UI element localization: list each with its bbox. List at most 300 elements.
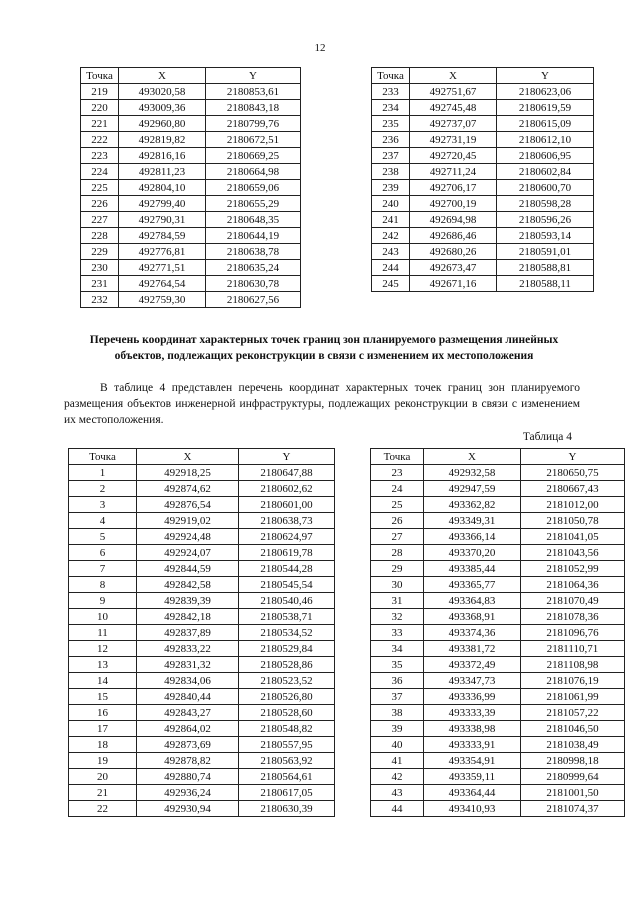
point-number-cell: 40 <box>371 737 424 753</box>
x-coordinate-cell: 493385,44 <box>424 561 521 577</box>
y-coordinate-cell: 2180630,78 <box>206 276 301 292</box>
point-number-cell: 245 <box>372 276 410 292</box>
table-caption: Таблица 4 <box>522 431 572 443</box>
y-coordinate-cell: 2180540,46 <box>239 593 335 609</box>
x-coordinate-cell: 492790,31 <box>119 212 206 228</box>
x-coordinate-cell: 492673,47 <box>410 260 497 276</box>
y-coordinate-cell: 2181076,19 <box>521 673 625 689</box>
point-number-cell: 44 <box>371 801 424 817</box>
column-header: Точка <box>371 449 424 465</box>
table-row <box>371 785 625 801</box>
y-coordinate-cell: 2181064,36 <box>521 577 625 593</box>
y-coordinate-cell: 2180588,81 <box>497 260 594 276</box>
x-coordinate-cell: 493333,91 <box>424 737 521 753</box>
point-number-cell: 9 <box>69 593 137 609</box>
point-number-cell: 4 <box>69 513 137 529</box>
point-number-cell: 41 <box>371 753 424 769</box>
table-row <box>81 196 301 212</box>
x-coordinate-cell: 493364,83 <box>424 593 521 609</box>
y-coordinate-cell: 2180647,88 <box>239 465 335 481</box>
point-number-cell: 23 <box>371 465 424 481</box>
table-row <box>69 657 335 673</box>
table-row <box>69 705 335 721</box>
point-number-cell: 33 <box>371 625 424 641</box>
y-coordinate-cell: 2180998,18 <box>521 753 625 769</box>
table-row <box>371 609 625 625</box>
x-coordinate-cell: 493374,36 <box>424 625 521 641</box>
y-coordinate-cell: 2181052,99 <box>521 561 625 577</box>
y-coordinate-cell: 2181050,78 <box>521 513 625 529</box>
x-coordinate-cell: 493370,20 <box>424 545 521 561</box>
table-row <box>81 148 301 164</box>
y-coordinate-cell: 2180606,95 <box>497 148 594 164</box>
table-row <box>372 260 594 276</box>
y-coordinate-cell: 2180538,71 <box>239 609 335 625</box>
y-coordinate-cell: 2180650,75 <box>521 465 625 481</box>
y-coordinate-cell: 2180545,54 <box>239 577 335 593</box>
y-coordinate-cell: 2180598,28 <box>497 196 594 212</box>
y-coordinate-cell: 2180648,35 <box>206 212 301 228</box>
point-number-cell: 222 <box>81 132 119 148</box>
y-coordinate-cell: 2180623,06 <box>497 84 594 100</box>
table-row <box>81 276 301 292</box>
y-coordinate-cell: 2181096,76 <box>521 625 625 641</box>
page-number: 12 <box>314 42 326 54</box>
point-number-cell: 230 <box>81 260 119 276</box>
y-coordinate-cell: 2180563,92 <box>239 753 335 769</box>
y-coordinate-cell: 2180619,59 <box>497 100 594 116</box>
table-row <box>371 513 625 529</box>
point-number-cell: 235 <box>372 116 410 132</box>
table-row <box>69 593 335 609</box>
y-coordinate-cell: 2180617,05 <box>239 785 335 801</box>
point-number-cell: 224 <box>81 164 119 180</box>
table-row <box>81 116 301 132</box>
point-number-cell: 242 <box>372 228 410 244</box>
y-coordinate-cell: 2181070,49 <box>521 593 625 609</box>
y-coordinate-cell: 2180638,78 <box>206 244 301 260</box>
point-number-cell: 229 <box>81 244 119 260</box>
y-coordinate-cell: 2180619,78 <box>239 545 335 561</box>
point-number-cell: 3 <box>69 497 137 513</box>
table-row <box>81 292 301 308</box>
table-row <box>69 785 335 801</box>
table-row <box>81 244 301 260</box>
y-coordinate-cell: 2180548,82 <box>239 721 335 737</box>
table-row <box>69 609 335 625</box>
table-row <box>69 529 335 545</box>
y-coordinate-cell: 2180999,64 <box>521 769 625 785</box>
y-coordinate-cell: 2181108,98 <box>521 657 625 673</box>
x-coordinate-cell: 492843,27 <box>137 705 239 721</box>
table-row <box>372 84 594 100</box>
table-row <box>371 577 625 593</box>
point-number-cell: 29 <box>371 561 424 577</box>
table-row <box>372 228 594 244</box>
point-number-cell: 7 <box>69 561 137 577</box>
point-number-cell: 17 <box>69 721 137 737</box>
x-coordinate-cell: 492936,24 <box>137 785 239 801</box>
x-coordinate-cell: 492873,69 <box>137 737 239 753</box>
table-row <box>81 84 301 100</box>
x-coordinate-cell: 492819,82 <box>119 132 206 148</box>
y-coordinate-cell: 2180593,14 <box>497 228 594 244</box>
x-coordinate-cell: 492932,58 <box>424 465 521 481</box>
table-row <box>69 625 335 641</box>
point-number-cell: 223 <box>81 148 119 164</box>
x-coordinate-cell: 492947,59 <box>424 481 521 497</box>
coordinates-table-top-left <box>80 67 301 308</box>
table-row <box>371 545 625 561</box>
x-coordinate-cell: 492864,02 <box>137 721 239 737</box>
point-number-cell: 244 <box>372 260 410 276</box>
table-row <box>372 116 594 132</box>
table-row <box>69 689 335 705</box>
x-coordinate-cell: 492924,48 <box>137 529 239 545</box>
column-header: Точка <box>81 68 119 84</box>
table-row <box>371 561 625 577</box>
x-coordinate-cell: 492759,30 <box>119 292 206 308</box>
point-number-cell: 15 <box>69 689 137 705</box>
x-coordinate-cell: 493338,98 <box>424 721 521 737</box>
point-number-cell: 232 <box>81 292 119 308</box>
table-header-row <box>69 449 335 465</box>
x-coordinate-cell: 493349,31 <box>424 513 521 529</box>
x-coordinate-cell: 492811,23 <box>119 164 206 180</box>
table-row <box>81 228 301 244</box>
y-coordinate-cell: 2180627,56 <box>206 292 301 308</box>
point-number-cell: 38 <box>371 705 424 721</box>
point-number-cell: 35 <box>371 657 424 673</box>
point-number-cell: 221 <box>81 116 119 132</box>
y-coordinate-cell: 2181041,05 <box>521 529 625 545</box>
point-number-cell: 6 <box>69 545 137 561</box>
table-row <box>371 657 625 673</box>
column-header: X <box>137 449 239 465</box>
column-header: Y <box>206 68 301 84</box>
table-row <box>371 705 625 721</box>
x-coordinate-cell: 493368,91 <box>424 609 521 625</box>
point-number-cell: 16 <box>69 705 137 721</box>
point-number-cell: 31 <box>371 593 424 609</box>
x-coordinate-cell: 493009,36 <box>119 100 206 116</box>
y-coordinate-cell: 2181074,37 <box>521 801 625 817</box>
y-coordinate-cell: 2180669,25 <box>206 148 301 164</box>
column-header: Y <box>497 68 594 84</box>
x-coordinate-cell: 493364,44 <box>424 785 521 801</box>
point-number-cell: 32 <box>371 609 424 625</box>
y-coordinate-cell: 2181038,49 <box>521 737 625 753</box>
y-coordinate-cell: 2180799,76 <box>206 116 301 132</box>
point-number-cell: 25 <box>371 497 424 513</box>
point-number-cell: 236 <box>372 132 410 148</box>
x-coordinate-cell: 492686,46 <box>410 228 497 244</box>
y-coordinate-cell: 2180526,80 <box>239 689 335 705</box>
table-header-row <box>371 449 625 465</box>
table-row <box>372 148 594 164</box>
x-coordinate-cell: 492878,82 <box>137 753 239 769</box>
point-number-cell: 30 <box>371 577 424 593</box>
y-coordinate-cell: 2180664,98 <box>206 164 301 180</box>
table-row <box>69 641 335 657</box>
table-row <box>371 497 625 513</box>
x-coordinate-cell: 493366,14 <box>424 529 521 545</box>
table-row <box>371 673 625 689</box>
y-coordinate-cell: 2180564,61 <box>239 769 335 785</box>
table-row <box>372 212 594 228</box>
point-number-cell: 26 <box>371 513 424 529</box>
point-number-cell: 43 <box>371 785 424 801</box>
column-header: Y <box>239 449 335 465</box>
x-coordinate-cell: 492700,19 <box>410 196 497 212</box>
table-row <box>372 164 594 180</box>
x-coordinate-cell: 493354,91 <box>424 753 521 769</box>
column-header: Точка <box>372 68 410 84</box>
point-number-cell: 28 <box>371 545 424 561</box>
x-coordinate-cell: 492751,67 <box>410 84 497 100</box>
table-row <box>371 721 625 737</box>
table-row <box>69 737 335 753</box>
y-coordinate-cell: 2181061,99 <box>521 689 625 705</box>
table-row <box>81 100 301 116</box>
table-row <box>81 132 301 148</box>
x-coordinate-cell: 492924,07 <box>137 545 239 561</box>
y-coordinate-cell: 2180615,09 <box>497 116 594 132</box>
table-row <box>372 180 594 196</box>
x-coordinate-cell: 492776,81 <box>119 244 206 260</box>
y-coordinate-cell: 2180523,52 <box>239 673 335 689</box>
x-coordinate-cell: 493365,77 <box>424 577 521 593</box>
y-coordinate-cell: 2180672,51 <box>206 132 301 148</box>
point-number-cell: 238 <box>372 164 410 180</box>
x-coordinate-cell: 492918,25 <box>137 465 239 481</box>
y-coordinate-cell: 2180588,11 <box>497 276 594 292</box>
point-number-cell: 11 <box>69 625 137 641</box>
y-coordinate-cell: 2180534,52 <box>239 625 335 641</box>
x-coordinate-cell: 492930,94 <box>137 801 239 817</box>
column-header: X <box>119 68 206 84</box>
x-coordinate-cell: 493020,58 <box>119 84 206 100</box>
y-coordinate-cell: 2180630,39 <box>239 801 335 817</box>
table-row <box>371 801 625 817</box>
x-coordinate-cell: 492831,32 <box>137 657 239 673</box>
y-coordinate-cell: 2180612,10 <box>497 132 594 148</box>
point-number-cell: 39 <box>371 721 424 737</box>
point-number-cell: 42 <box>371 769 424 785</box>
y-coordinate-cell: 2180659,06 <box>206 180 301 196</box>
x-coordinate-cell: 492844,59 <box>137 561 239 577</box>
point-number-cell: 220 <box>81 100 119 116</box>
point-number-cell: 219 <box>81 84 119 100</box>
y-coordinate-cell: 2180667,43 <box>521 481 625 497</box>
point-number-cell: 20 <box>69 769 137 785</box>
table-row <box>69 497 335 513</box>
point-number-cell: 14 <box>69 673 137 689</box>
x-coordinate-cell: 492876,54 <box>137 497 239 513</box>
y-coordinate-cell: 2180843,18 <box>206 100 301 116</box>
table-row <box>69 769 335 785</box>
y-coordinate-cell: 2181046,50 <box>521 721 625 737</box>
x-coordinate-cell: 492840,44 <box>137 689 239 705</box>
table-row <box>69 481 335 497</box>
table-row <box>81 260 301 276</box>
y-coordinate-cell: 2180644,19 <box>206 228 301 244</box>
table-row <box>372 132 594 148</box>
x-coordinate-cell: 492833,22 <box>137 641 239 657</box>
point-number-cell: 36 <box>371 673 424 689</box>
point-number-cell: 12 <box>69 641 137 657</box>
coordinates-table-bottom-right <box>370 448 625 817</box>
point-number-cell: 241 <box>372 212 410 228</box>
x-coordinate-cell: 492837,89 <box>137 625 239 641</box>
x-coordinate-cell: 492784,59 <box>119 228 206 244</box>
table-row <box>81 212 301 228</box>
table-row <box>371 769 625 785</box>
point-number-cell: 2 <box>69 481 137 497</box>
point-number-cell: 10 <box>69 609 137 625</box>
table-row <box>372 244 594 260</box>
point-number-cell: 5 <box>69 529 137 545</box>
y-coordinate-cell: 2181012,00 <box>521 497 625 513</box>
x-coordinate-cell: 492842,18 <box>137 609 239 625</box>
x-coordinate-cell: 492745,48 <box>410 100 497 116</box>
x-coordinate-cell: 493333,39 <box>424 705 521 721</box>
x-coordinate-cell: 492842,58 <box>137 577 239 593</box>
table-row <box>371 753 625 769</box>
y-coordinate-cell: 2180602,84 <box>497 164 594 180</box>
y-coordinate-cell: 2180591,01 <box>497 244 594 260</box>
table-row <box>69 465 335 481</box>
y-coordinate-cell: 2180601,00 <box>239 497 335 513</box>
x-coordinate-cell: 492771,51 <box>119 260 206 276</box>
point-number-cell: 37 <box>371 689 424 705</box>
table-row <box>371 481 625 497</box>
point-number-cell: 240 <box>372 196 410 212</box>
y-coordinate-cell: 2180635,24 <box>206 260 301 276</box>
x-coordinate-cell: 492919,02 <box>137 513 239 529</box>
point-number-cell: 237 <box>372 148 410 164</box>
x-coordinate-cell: 492731,19 <box>410 132 497 148</box>
x-coordinate-cell: 492671,16 <box>410 276 497 292</box>
x-coordinate-cell: 492804,10 <box>119 180 206 196</box>
point-number-cell: 228 <box>81 228 119 244</box>
y-coordinate-cell: 2180528,60 <box>239 705 335 721</box>
x-coordinate-cell: 492799,40 <box>119 196 206 212</box>
column-header: Точка <box>69 449 137 465</box>
x-coordinate-cell: 492764,54 <box>119 276 206 292</box>
x-coordinate-cell: 492834,06 <box>137 673 239 689</box>
y-coordinate-cell: 2180596,26 <box>497 212 594 228</box>
point-number-cell: 13 <box>69 657 137 673</box>
point-number-cell: 233 <box>372 84 410 100</box>
point-number-cell: 1 <box>69 465 137 481</box>
table-row <box>371 465 625 481</box>
table-row <box>371 737 625 753</box>
x-coordinate-cell: 492706,17 <box>410 180 497 196</box>
y-coordinate-cell: 2181001,50 <box>521 785 625 801</box>
coordinates-table-bottom-left <box>68 448 335 817</box>
x-coordinate-cell: 493336,99 <box>424 689 521 705</box>
y-coordinate-cell: 2181043,56 <box>521 545 625 561</box>
table-header-row <box>81 68 301 84</box>
y-coordinate-cell: 2180853,61 <box>206 84 301 100</box>
y-coordinate-cell: 2180529,84 <box>239 641 335 657</box>
x-coordinate-cell: 492711,24 <box>410 164 497 180</box>
x-coordinate-cell: 492839,39 <box>137 593 239 609</box>
table-row <box>81 164 301 180</box>
table-row <box>371 689 625 705</box>
point-number-cell: 19 <box>69 753 137 769</box>
x-coordinate-cell: 492694,98 <box>410 212 497 228</box>
table-row <box>371 593 625 609</box>
x-coordinate-cell: 492880,74 <box>137 769 239 785</box>
x-coordinate-cell: 492874,62 <box>137 481 239 497</box>
table-row <box>69 673 335 689</box>
y-coordinate-cell: 2181057,22 <box>521 705 625 721</box>
x-coordinate-cell: 492680,26 <box>410 244 497 260</box>
table-row <box>69 753 335 769</box>
point-number-cell: 18 <box>69 737 137 753</box>
table-row <box>69 513 335 529</box>
table-row <box>372 196 594 212</box>
column-header: Y <box>521 449 625 465</box>
table-row <box>69 801 335 817</box>
table-row <box>372 276 594 292</box>
table-row <box>69 561 335 577</box>
y-coordinate-cell: 2180624,97 <box>239 529 335 545</box>
point-number-cell: 239 <box>372 180 410 196</box>
section-heading: Перечень координат характерных точек границ зон планируемого размещения линейных объектов, подлежащих реконструкции в связи с изменением их местоположения <box>89 334 559 362</box>
point-number-cell: 8 <box>69 577 137 593</box>
table-row <box>371 641 625 657</box>
coordinates-table-top-right <box>371 67 594 292</box>
table-header-row <box>372 68 594 84</box>
point-number-cell: 243 <box>372 244 410 260</box>
y-coordinate-cell: 2180557,95 <box>239 737 335 753</box>
table-row <box>371 625 625 641</box>
point-number-cell: 24 <box>371 481 424 497</box>
y-coordinate-cell: 2180655,29 <box>206 196 301 212</box>
table-row <box>69 545 335 561</box>
x-coordinate-cell: 492816,16 <box>119 148 206 164</box>
x-coordinate-cell: 492720,45 <box>410 148 497 164</box>
table-row <box>371 529 625 545</box>
x-coordinate-cell: 492737,07 <box>410 116 497 132</box>
x-coordinate-cell: 493410,93 <box>424 801 521 817</box>
x-coordinate-cell: 492960,80 <box>119 116 206 132</box>
intro-paragraph: В таблице 4 представлен перечень координат характерных точек границ зон планируемого размещения объектов инженерной инфраструктуры, подлежащих реконструкции в связи с изменением их местоположения. <box>64 382 580 426</box>
point-number-cell: 27 <box>371 529 424 545</box>
table-row <box>81 180 301 196</box>
point-number-cell: 231 <box>81 276 119 292</box>
column-header: X <box>410 68 497 84</box>
y-coordinate-cell: 2180602,62 <box>239 481 335 497</box>
point-number-cell: 227 <box>81 212 119 228</box>
x-coordinate-cell: 493362,82 <box>424 497 521 513</box>
y-coordinate-cell: 2181078,36 <box>521 609 625 625</box>
y-coordinate-cell: 2181110,71 <box>521 641 625 657</box>
column-header: X <box>424 449 521 465</box>
x-coordinate-cell: 493359,11 <box>424 769 521 785</box>
y-coordinate-cell: 2180600,70 <box>497 180 594 196</box>
point-number-cell: 226 <box>81 196 119 212</box>
y-coordinate-cell: 2180528,86 <box>239 657 335 673</box>
table-row <box>69 577 335 593</box>
point-number-cell: 34 <box>371 641 424 657</box>
y-coordinate-cell: 2180638,73 <box>239 513 335 529</box>
point-number-cell: 234 <box>372 100 410 116</box>
point-number-cell: 22 <box>69 801 137 817</box>
